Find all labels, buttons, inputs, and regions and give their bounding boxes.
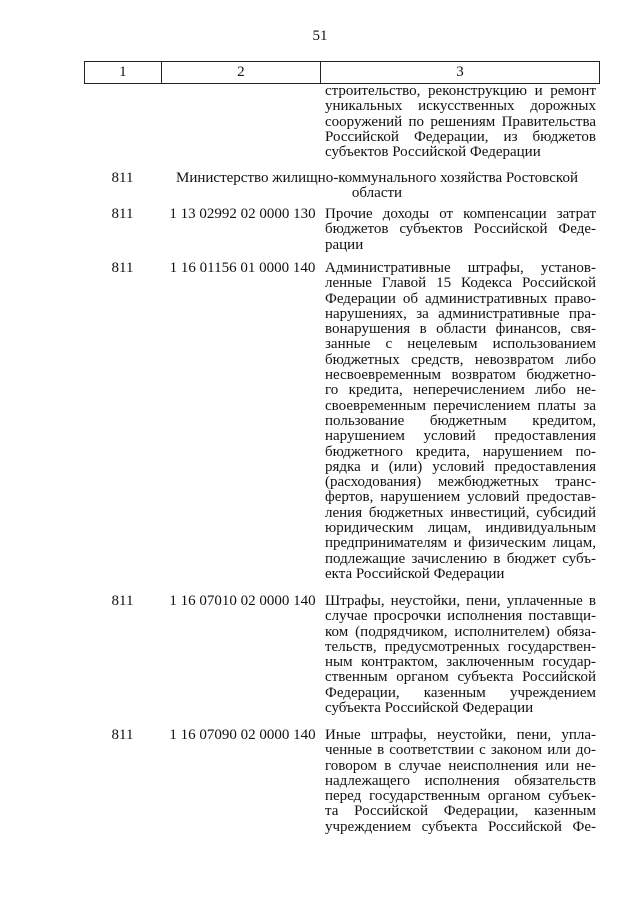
row-description: Административные штрафы, установ- ленные Главой 15 Кодекса Российской Федерации об административных право- нарушениях, за административные пра- вонарушения в области финансов, свя- занные с нецелевым использованием бюджетных средств, невозвратом либо несвоевременным возвратом бюджетно- го кредита, неперечислением либо не- своевременным перечислением платы за пользование бюджетным кредитом, нарушением условий предоставления бюджетного кредита, нарушением по- рядка и (или) условий предоставления (расходования) межбюджетных транс- фертов, нарушением условий предостав- ления бюджетных инвестиций, субсидий юридическим лицам, индивидуальным предпринимателям и физическим лицам, подлежащие зачислению в бюджет субъ- екта Российской Федерации bbox=[325, 260, 596, 582]
row-description: Штрафы, неустойки, пени, уплаченные в случае просрочки исполнения поставщи- ком (подрядчиком, исполнителем) обяза- тельств, предусмотренных государствен- ным контрактом, заключенным государ- ственным органом субъекта Российской Федерации, казенным учреждением субъекта Российской Федерации bbox=[325, 593, 596, 717]
row-description: Иные штрафы, неустойки, пени, упла- ченные в соответствии с законом или до- говором в случае неисполнения или не- надлежащего исполнения обязательств перед государственным органом субъек- та Российской Федерации, казенным учреждением субъекта Российской Фе- bbox=[325, 727, 596, 835]
row-admin-code: 811 bbox=[111, 727, 134, 743]
row-description: Прочие доходы от компенсации затрат бюджетов субъектов Российской Феде- рации bbox=[325, 206, 596, 253]
row-budget-code: 1 16 01156 01 0000 140 bbox=[169, 260, 316, 276]
column-1-header: 1 bbox=[85, 62, 162, 83]
page-number: 51 bbox=[312, 28, 328, 44]
row-budget-code: 1 16 07090 02 0000 140 bbox=[169, 727, 316, 743]
row-budget-code: 1 13 02992 02 0000 130 bbox=[169, 206, 316, 222]
column-2-header: 2 bbox=[162, 62, 321, 83]
row-description: строительство, реконструкцию и ремонт уникальных искусственных дорожных сооружений по решениям Правительства Российской Федерации, из бюджетов субъектов Российской Федерации bbox=[325, 83, 596, 161]
column-3-header: 3 bbox=[456, 64, 464, 80]
row-admin-code: 811 bbox=[111, 593, 134, 609]
row-budget-code: 1 16 07010 02 0000 140 bbox=[169, 593, 316, 609]
row-admin-code: 811 bbox=[111, 260, 134, 276]
row-admin-code: 811 bbox=[111, 206, 134, 222]
row-admin-code: 811 bbox=[111, 170, 134, 186]
table-column-header bbox=[84, 61, 600, 84]
ministry-heading: Министерство жилищно-коммунального хозяйства Ростовской области bbox=[176, 170, 578, 202]
